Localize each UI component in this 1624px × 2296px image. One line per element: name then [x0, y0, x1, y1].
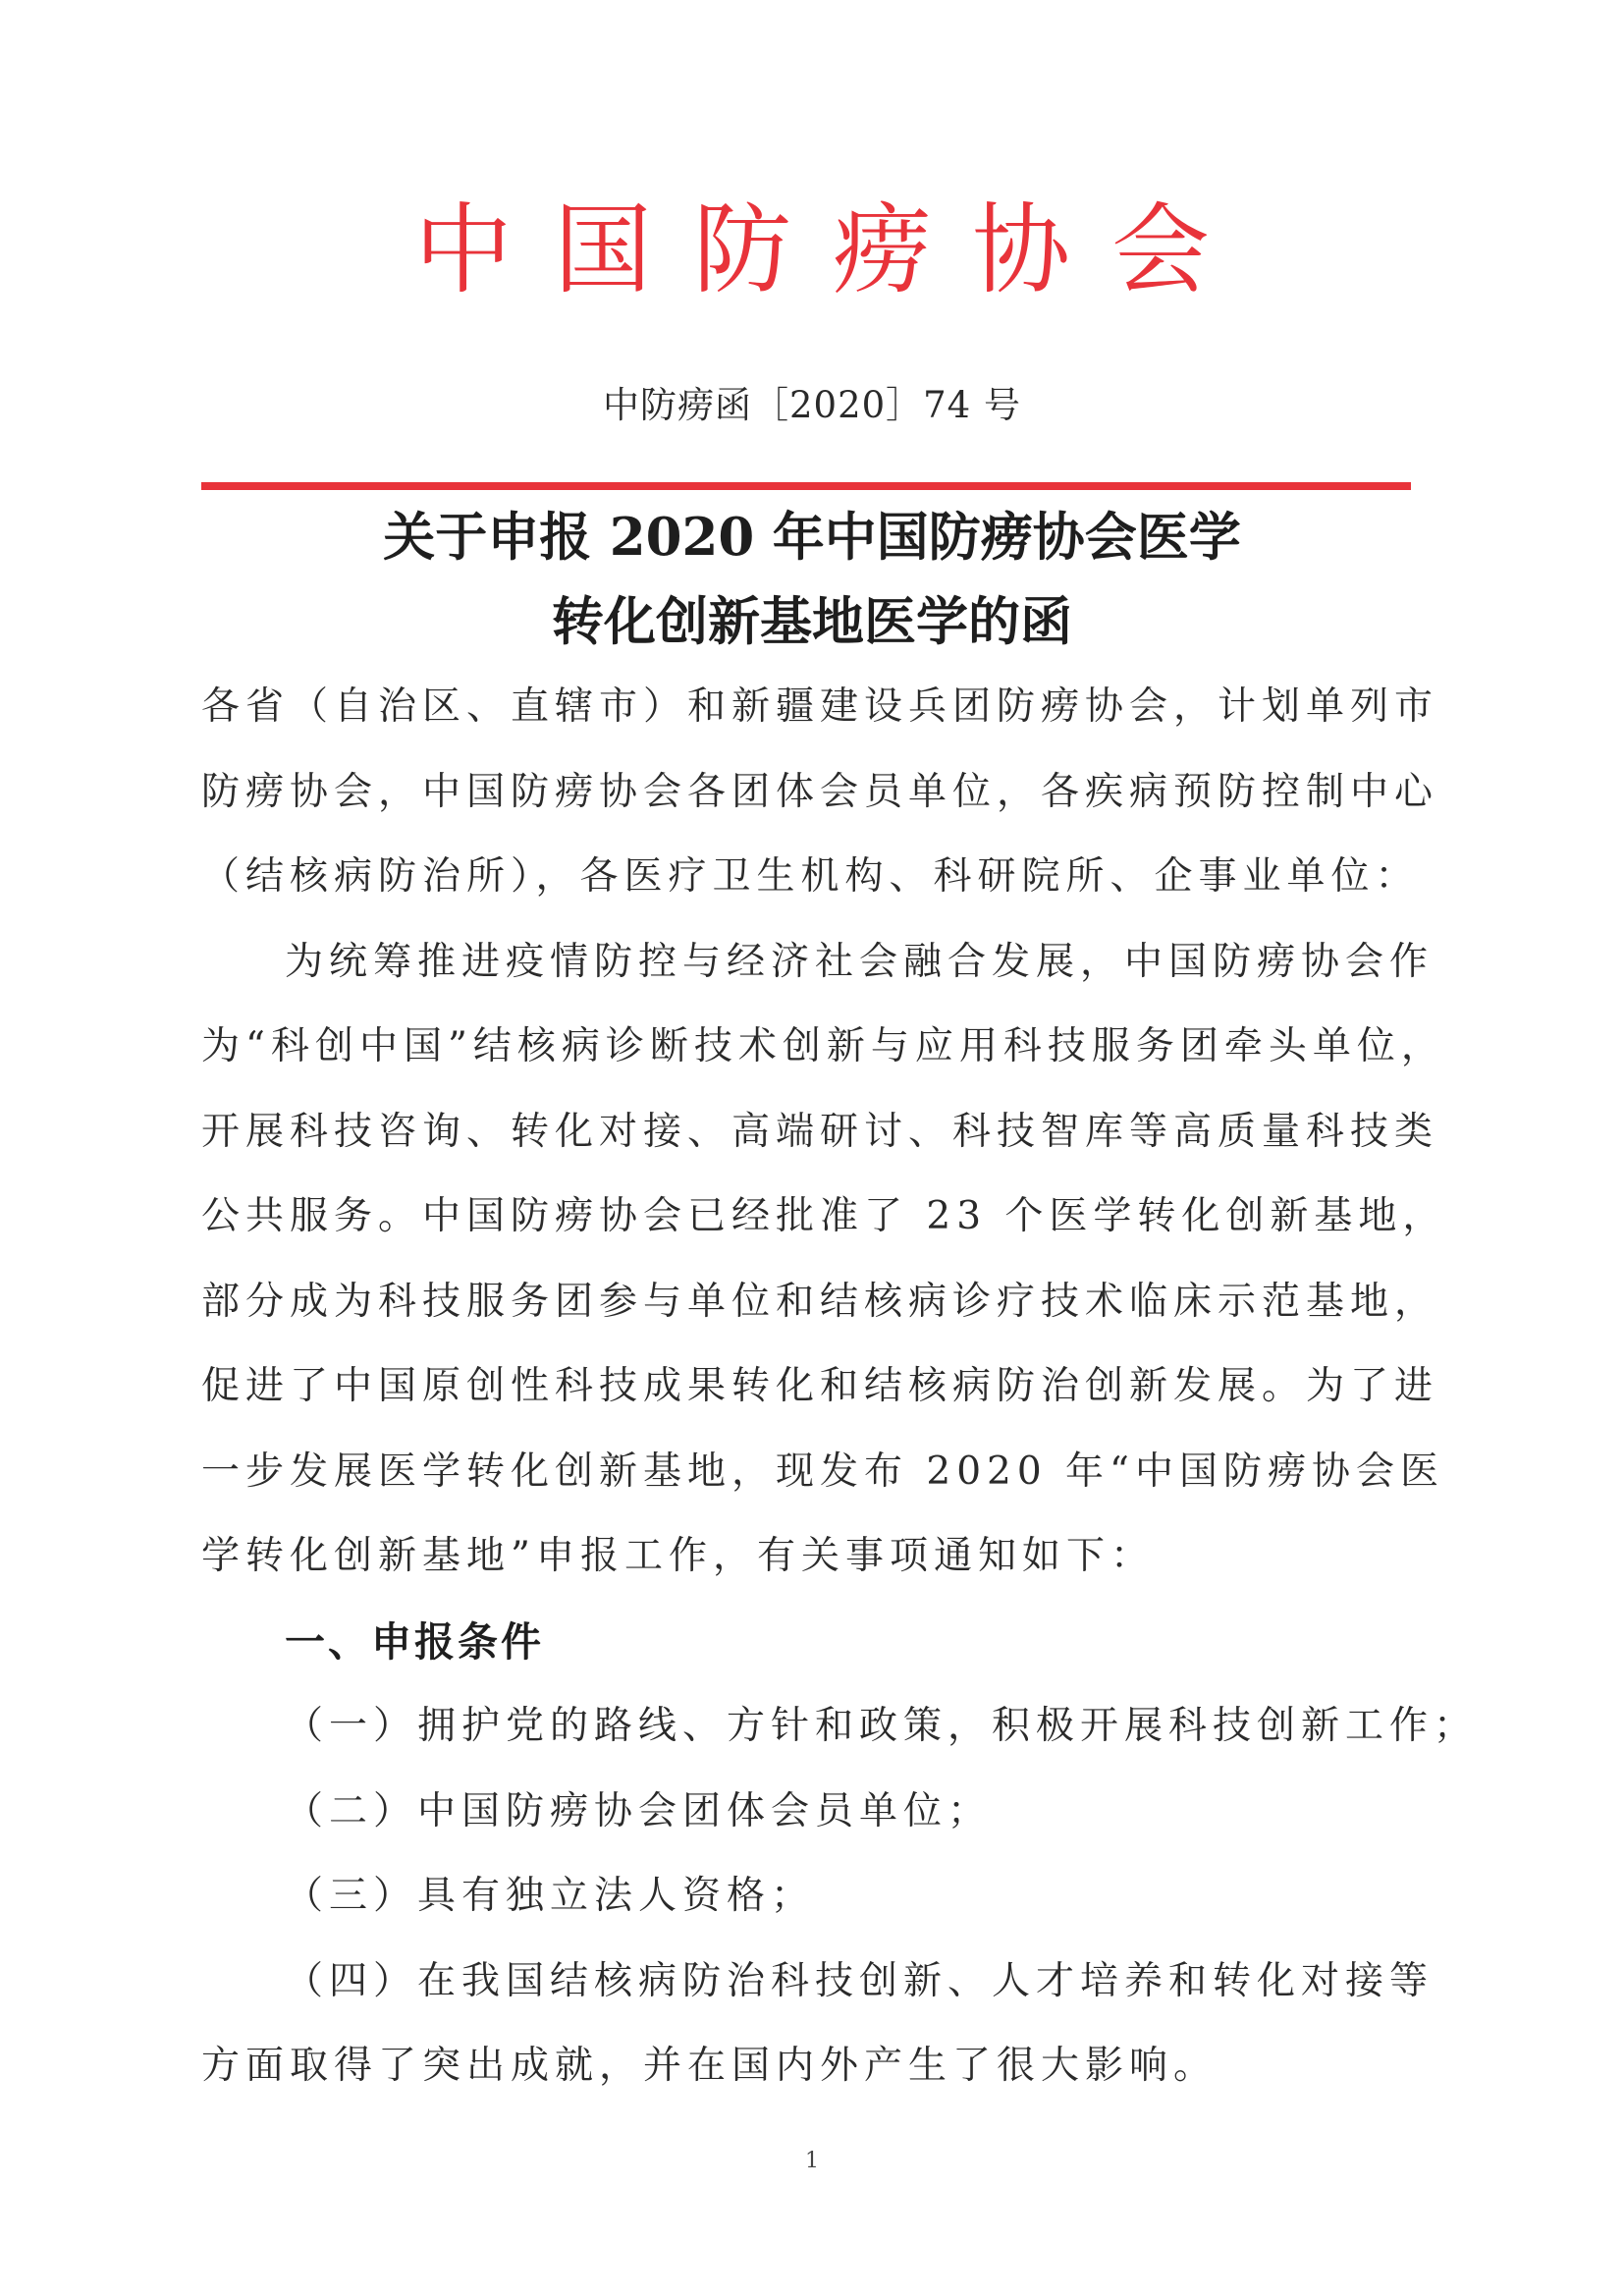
- section-heading: 一、申报条件: [285, 1618, 544, 1666]
- paragraph-line: 学转化创新基地”申报工作，有关事项通知如下：: [201, 1534, 1155, 1578]
- condition-item: （四）在我国结核病防治科技创新、人才培养和转化对接等: [285, 1959, 1435, 2003]
- document-title-line-2: 转化创新基地医学的函: [552, 591, 1072, 652]
- condition-item: （二）中国防痨协会团体会员单位；: [285, 1789, 993, 1833]
- condition-item: （一）拥护党的路线、方针和政策，积极开展科技创新工作；: [285, 1704, 1479, 1748]
- paragraph-line: 为“科创中国”结核病诊断技术创新与应用科技服务团牵头单位，: [201, 1024, 1445, 1068]
- addressee-line: （结核病防治所），各医疗卫生机构、科研院所、企事业单位：: [201, 854, 1420, 899]
- paragraph-line: 部分成为科技服务团参与单位和结核病诊疗技术临床示范基地，: [201, 1280, 1439, 1324]
- condition-item: 方面取得了突出成就，并在国内外产生了很大影响。: [201, 2044, 1218, 2088]
- paragraph-line: 促进了中国原创性科技成果转化和结核病防治创新发展。为了进: [201, 1364, 1439, 1408]
- addressee-line: 各省（自治区、直辖市）和新疆建设兵团防痨协会，计划单列市: [201, 684, 1439, 729]
- paragraph-line: 公共服务。中国防痨协会已经批准了 23 个医学转化创新基地，: [201, 1194, 1447, 1238]
- paragraph-line: 开展科技咨询、转化对接、高端研讨、科技智库等高质量科技类: [201, 1110, 1439, 1154]
- paragraph-line: 为统筹推进疫情防控与经济社会融合发展，中国防痨协会作: [285, 940, 1435, 984]
- paragraph-line: 一步发展医学转化创新基地，现发布 2020 年“中国防痨协会医: [201, 1449, 1444, 1494]
- document-title-line-1: 关于申报 2020 年中国防痨协会医学: [383, 507, 1241, 568]
- document-number: 中防痨函［2020］74 号: [602, 384, 1021, 426]
- red-divider-rule: [201, 482, 1411, 490]
- condition-item: （三）具有独立法人资格；: [285, 1874, 816, 1918]
- addressee-line: 防痨协会，中国防痨协会各团体会员单位，各疾病预防控制中心: [201, 770, 1439, 814]
- page-number: 1: [805, 2149, 819, 2173]
- letterhead: 中国防痨协会: [414, 192, 1251, 307]
